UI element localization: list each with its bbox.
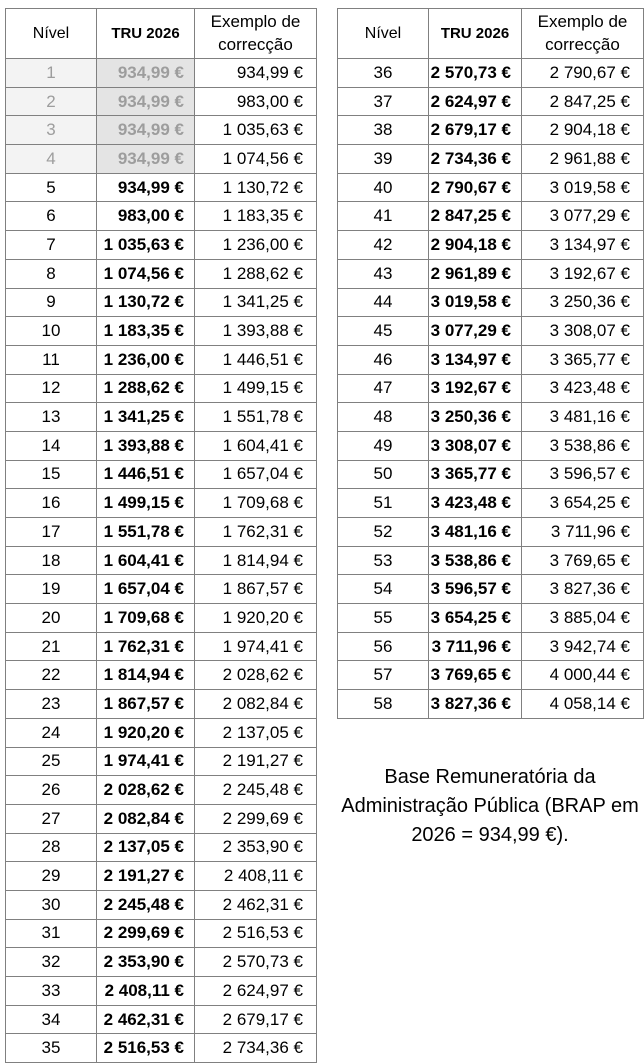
table-row (338, 317, 644, 346)
nivel-cell: 14 (6, 431, 97, 460)
tru-cell: 3 596,57 € (429, 575, 522, 604)
nivel-cell: 16 (6, 489, 97, 518)
tru-cell: 1 130,72 € (97, 288, 195, 317)
nivel-cell: 7 (6, 231, 97, 260)
tru-cell: 934,99 € (97, 173, 195, 202)
nivel-cell: 35 (6, 1034, 97, 1063)
exemplo-cell: 2 516,53 € (195, 919, 317, 948)
tru-cell: 3 654,25 € (429, 604, 522, 633)
table-row (338, 632, 644, 661)
tru-cell: 1 604,41 € (97, 546, 195, 575)
tru-cell: 1 341,25 € (97, 403, 195, 432)
exemplo-cell: 3 885,04 € (522, 604, 644, 633)
exemplo-cell: 2 624,97 € (195, 977, 317, 1006)
exemplo-cell: 3 538,86 € (522, 431, 644, 460)
tru-cell: 1 709,68 € (97, 604, 195, 633)
nivel-cell: 39 (338, 145, 429, 174)
exemplo-cell: 1 867,57 € (195, 575, 317, 604)
exemplo-cell: 1 446,51 € (195, 345, 317, 374)
table-row (338, 259, 644, 288)
table-row (6, 776, 317, 805)
tru-cell: 3 423,48 € (429, 489, 522, 518)
header-tru: TRU 2026 (429, 9, 522, 59)
tru-cell: 1 974,41 € (97, 747, 195, 776)
tru-cell: 2 137,05 € (97, 833, 195, 862)
header-row (338, 9, 644, 59)
nivel-cell: 6 (6, 202, 97, 231)
exemplo-cell: 2 299,69 € (195, 804, 317, 833)
table-row (6, 460, 317, 489)
tru-cell: 2 191,27 € (97, 862, 195, 891)
nivel-cell: 23 (6, 690, 97, 719)
tru-cell: 2 847,25 € (429, 202, 522, 231)
nivel-cell: 54 (338, 575, 429, 604)
nivel-cell: 31 (6, 919, 97, 948)
tru-cell: 1 867,57 € (97, 690, 195, 719)
table-row (6, 317, 317, 346)
nivel-cell: 4 (6, 145, 97, 174)
nivel-cell: 30 (6, 890, 97, 919)
nivel-cell: 11 (6, 345, 97, 374)
header-nivel: Nível (338, 9, 429, 59)
tru-cell: 1 446,51 € (97, 460, 195, 489)
exemplo-cell: 1 035,63 € (195, 116, 317, 145)
table-row (6, 948, 317, 977)
nivel-cell: 57 (338, 661, 429, 690)
table-row (6, 977, 317, 1006)
tru-cell: 1 236,00 € (97, 345, 195, 374)
table-row (338, 546, 644, 575)
nivel-cell: 28 (6, 833, 97, 862)
exemplo-cell: 3 711,96 € (522, 518, 644, 547)
tru-cell: 3 192,67 € (429, 374, 522, 403)
nivel-cell: 36 (338, 59, 429, 88)
exemplo-cell: 2 790,67 € (522, 59, 644, 88)
table-row (338, 661, 644, 690)
tru-cell: 1 183,35 € (97, 317, 195, 346)
exemplo-cell: 1 814,94 € (195, 546, 317, 575)
table-row (6, 862, 317, 891)
nivel-cell: 56 (338, 632, 429, 661)
nivel-cell: 21 (6, 632, 97, 661)
nivel-cell: 53 (338, 546, 429, 575)
table-row (6, 575, 317, 604)
exemplo-cell: 3 827,36 € (522, 575, 644, 604)
table-row (6, 116, 317, 145)
tru-cell: 2 353,90 € (97, 948, 195, 977)
nivel-cell: 3 (6, 116, 97, 145)
table-row (338, 489, 644, 518)
table-row (6, 661, 317, 690)
nivel-cell: 18 (6, 546, 97, 575)
table-row (338, 59, 644, 88)
table-row (6, 604, 317, 633)
exemplo-cell: 3 250,36 € (522, 288, 644, 317)
table-row (6, 145, 317, 174)
tru-cell: 3 711,96 € (429, 632, 522, 661)
table-row (6, 288, 317, 317)
table-row (6, 173, 317, 202)
table-row (6, 489, 317, 518)
header-exemplo: Exemplo de correcção (522, 9, 644, 59)
nivel-cell: 27 (6, 804, 97, 833)
tru-cell: 934,99 € (97, 145, 195, 174)
header-exemplo: Exemplo de correcção (195, 9, 317, 59)
table-row (6, 1005, 317, 1034)
exemplo-cell: 1 709,68 € (195, 489, 317, 518)
exemplo-cell: 1 974,41 € (195, 632, 317, 661)
table-row (338, 575, 644, 604)
exemplo-cell: 1 183,35 € (195, 202, 317, 231)
table-row (6, 202, 317, 231)
tru-cell: 1 657,04 € (97, 575, 195, 604)
nivel-cell: 22 (6, 661, 97, 690)
exemplo-cell: 3 308,07 € (522, 317, 644, 346)
table-row (338, 403, 644, 432)
table-row (6, 431, 317, 460)
header-nivel: Nível (6, 9, 97, 59)
tru-cell: 2 516,53 € (97, 1034, 195, 1063)
tru-cell: 2 462,31 € (97, 1005, 195, 1034)
nivel-cell: 26 (6, 776, 97, 805)
nivel-cell: 37 (338, 87, 429, 116)
tru-cell: 1 920,20 € (97, 718, 195, 747)
exemplo-cell: 1 604,41 € (195, 431, 317, 460)
tru-cell: 3 538,86 € (429, 546, 522, 575)
nivel-cell: 40 (338, 173, 429, 202)
exemplo-cell: 3 134,97 € (522, 231, 644, 260)
exemplo-cell: 1 551,78 € (195, 403, 317, 432)
footnote-line: Administração Pública (BRAP em (341, 794, 639, 817)
exemplo-cell: 2 245,48 € (195, 776, 317, 805)
tru-cell: 2 408,11 € (97, 977, 195, 1006)
tru-cell: 2 679,17 € (429, 116, 522, 145)
table-row (338, 116, 644, 145)
nivel-cell: 48 (338, 403, 429, 432)
nivel-cell: 24 (6, 718, 97, 747)
nivel-cell: 8 (6, 259, 97, 288)
exemplo-cell: 2 082,84 € (195, 690, 317, 719)
exemplo-cell: 2 570,73 € (195, 948, 317, 977)
table-row (338, 231, 644, 260)
tru-cell: 2 790,67 € (429, 173, 522, 202)
table-row (6, 374, 317, 403)
tru-cell: 2 299,69 € (97, 919, 195, 948)
tru-cell: 2 734,36 € (429, 145, 522, 174)
tru-cell: 3 134,97 € (429, 345, 522, 374)
exemplo-cell: 3 423,48 € (522, 374, 644, 403)
table-row (6, 546, 317, 575)
tru-cell: 1 393,88 € (97, 431, 195, 460)
tru-cell: 2 570,73 € (429, 59, 522, 88)
nivel-cell: 50 (338, 460, 429, 489)
tru-cell: 3 481,16 € (429, 518, 522, 547)
exemplo-cell: 934,99 € (195, 59, 317, 88)
table-row (6, 345, 317, 374)
tru-cell: 934,99 € (97, 116, 195, 145)
exemplo-cell: 2 408,11 € (195, 862, 317, 891)
exemplo-cell: 1 657,04 € (195, 460, 317, 489)
table-row (338, 288, 644, 317)
footnote-line: Base Remuneratória da (384, 765, 596, 788)
table-row (6, 259, 317, 288)
tru-cell: 1 814,94 € (97, 661, 195, 690)
nivel-cell: 29 (6, 862, 97, 891)
table-row (6, 1034, 317, 1063)
exemplo-cell: 1 499,15 € (195, 374, 317, 403)
brap-footnote (337, 763, 643, 850)
table-row (338, 431, 644, 460)
tru-cell: 3 019,58 € (429, 288, 522, 317)
table-row (6, 518, 317, 547)
exemplo-cell: 983,00 € (195, 87, 317, 116)
table-row (338, 173, 644, 202)
tru-cell: 3 308,07 € (429, 431, 522, 460)
nivel-cell: 52 (338, 518, 429, 547)
nivel-cell: 32 (6, 948, 97, 977)
exemplo-cell: 4 058,14 € (522, 690, 644, 719)
exemplo-cell: 1 762,31 € (195, 518, 317, 547)
table-row (6, 718, 317, 747)
exemplo-cell: 3 942,74 € (522, 632, 644, 661)
exemplo-cell: 2 847,25 € (522, 87, 644, 116)
table-row (6, 833, 317, 862)
table-row (338, 604, 644, 633)
nivel-cell: 10 (6, 317, 97, 346)
table-row (338, 145, 644, 174)
tru-cell: 2 624,97 € (429, 87, 522, 116)
table-row (338, 202, 644, 231)
exemplo-cell: 1 288,62 € (195, 259, 317, 288)
table-row (338, 460, 644, 489)
table-row (6, 690, 317, 719)
exemplo-cell: 3 654,25 € (522, 489, 644, 518)
exemplo-cell: 2 028,62 € (195, 661, 317, 690)
nivel-cell: 15 (6, 460, 97, 489)
tru-cell: 2 028,62 € (97, 776, 195, 805)
nivel-cell: 1 (6, 59, 97, 88)
nivel-cell: 17 (6, 518, 97, 547)
salary-table-levels-36-58 (337, 8, 644, 719)
tru-cell: 2 245,48 € (97, 890, 195, 919)
nivel-cell: 13 (6, 403, 97, 432)
salary-table-levels-1-35 (5, 8, 317, 1063)
nivel-cell: 42 (338, 231, 429, 260)
exemplo-cell: 2 353,90 € (195, 833, 317, 862)
nivel-cell: 25 (6, 747, 97, 776)
table-row (6, 747, 317, 776)
nivel-cell: 41 (338, 202, 429, 231)
nivel-cell: 46 (338, 345, 429, 374)
tru-cell: 1 551,78 € (97, 518, 195, 547)
exemplo-cell: 2 961,88 € (522, 145, 644, 174)
tru-cell: 2 961,89 € (429, 259, 522, 288)
tru-cell: 934,99 € (97, 87, 195, 116)
table-row (6, 890, 317, 919)
exemplo-cell: 3 365,77 € (522, 345, 644, 374)
exemplo-cell: 2 137,05 € (195, 718, 317, 747)
table-row (338, 374, 644, 403)
exemplo-cell: 2 734,36 € (195, 1034, 317, 1063)
nivel-cell: 58 (338, 690, 429, 719)
exemplo-cell: 3 019,58 € (522, 173, 644, 202)
exemplo-cell: 2 679,17 € (195, 1005, 317, 1034)
nivel-cell: 12 (6, 374, 97, 403)
exemplo-cell: 3 596,57 € (522, 460, 644, 489)
header-tru: TRU 2026 (97, 9, 195, 59)
nivel-cell: 9 (6, 288, 97, 317)
nivel-cell: 47 (338, 374, 429, 403)
nivel-cell: 20 (6, 604, 97, 633)
nivel-cell: 55 (338, 604, 429, 633)
table-row (338, 345, 644, 374)
tru-cell: 1 074,56 € (97, 259, 195, 288)
nivel-cell: 34 (6, 1005, 97, 1034)
nivel-cell: 49 (338, 431, 429, 460)
tru-cell: 3 250,36 € (429, 403, 522, 432)
exemplo-cell: 1 236,00 € (195, 231, 317, 260)
tru-cell: 3 077,29 € (429, 317, 522, 346)
tru-cell: 3 827,36 € (429, 690, 522, 719)
table-row (6, 804, 317, 833)
table-row (338, 518, 644, 547)
table-row (6, 403, 317, 432)
tru-cell: 2 082,84 € (97, 804, 195, 833)
exemplo-cell: 1 341,25 € (195, 288, 317, 317)
exemplo-cell: 2 191,27 € (195, 747, 317, 776)
table-row (338, 87, 644, 116)
table-row (338, 690, 644, 719)
tru-cell: 3 365,77 € (429, 460, 522, 489)
tru-cell: 1 035,63 € (97, 231, 195, 260)
tru-cell: 1 762,31 € (97, 632, 195, 661)
exemplo-cell: 4 000,44 € (522, 661, 644, 690)
exemplo-cell: 3 192,67 € (522, 259, 644, 288)
exemplo-cell: 1 920,20 € (195, 604, 317, 633)
table-row (6, 87, 317, 116)
exemplo-cell: 3 769,65 € (522, 546, 644, 575)
nivel-cell: 5 (6, 173, 97, 202)
nivel-cell: 33 (6, 977, 97, 1006)
table-row (6, 231, 317, 260)
table-row (6, 919, 317, 948)
exemplo-cell: 1 074,56 € (195, 145, 317, 174)
nivel-cell: 43 (338, 259, 429, 288)
tru-cell: 934,99 € (97, 59, 195, 88)
nivel-cell: 2 (6, 87, 97, 116)
table-row (6, 632, 317, 661)
exemplo-cell: 2 462,31 € (195, 890, 317, 919)
nivel-cell: 45 (338, 317, 429, 346)
nivel-cell: 38 (338, 116, 429, 145)
exemplo-cell: 1 130,72 € (195, 173, 317, 202)
right-column (337, 8, 643, 850)
table-row (6, 59, 317, 88)
nivel-cell: 51 (338, 489, 429, 518)
tru-cell: 1 288,62 € (97, 374, 195, 403)
tru-cell: 2 904,18 € (429, 231, 522, 260)
exemplo-cell: 3 077,29 € (522, 202, 644, 231)
tru-cell: 983,00 € (97, 202, 195, 231)
nivel-cell: 19 (6, 575, 97, 604)
header-row (6, 9, 317, 59)
nivel-cell: 44 (338, 288, 429, 317)
tru-cell: 3 769,65 € (429, 661, 522, 690)
tru-cell: 1 499,15 € (97, 489, 195, 518)
exemplo-cell: 3 481,16 € (522, 403, 644, 432)
exemplo-cell: 1 393,88 € (195, 317, 317, 346)
exemplo-cell: 2 904,18 € (522, 116, 644, 145)
footnote-line: 2026 = 934,99 €). (411, 823, 569, 846)
